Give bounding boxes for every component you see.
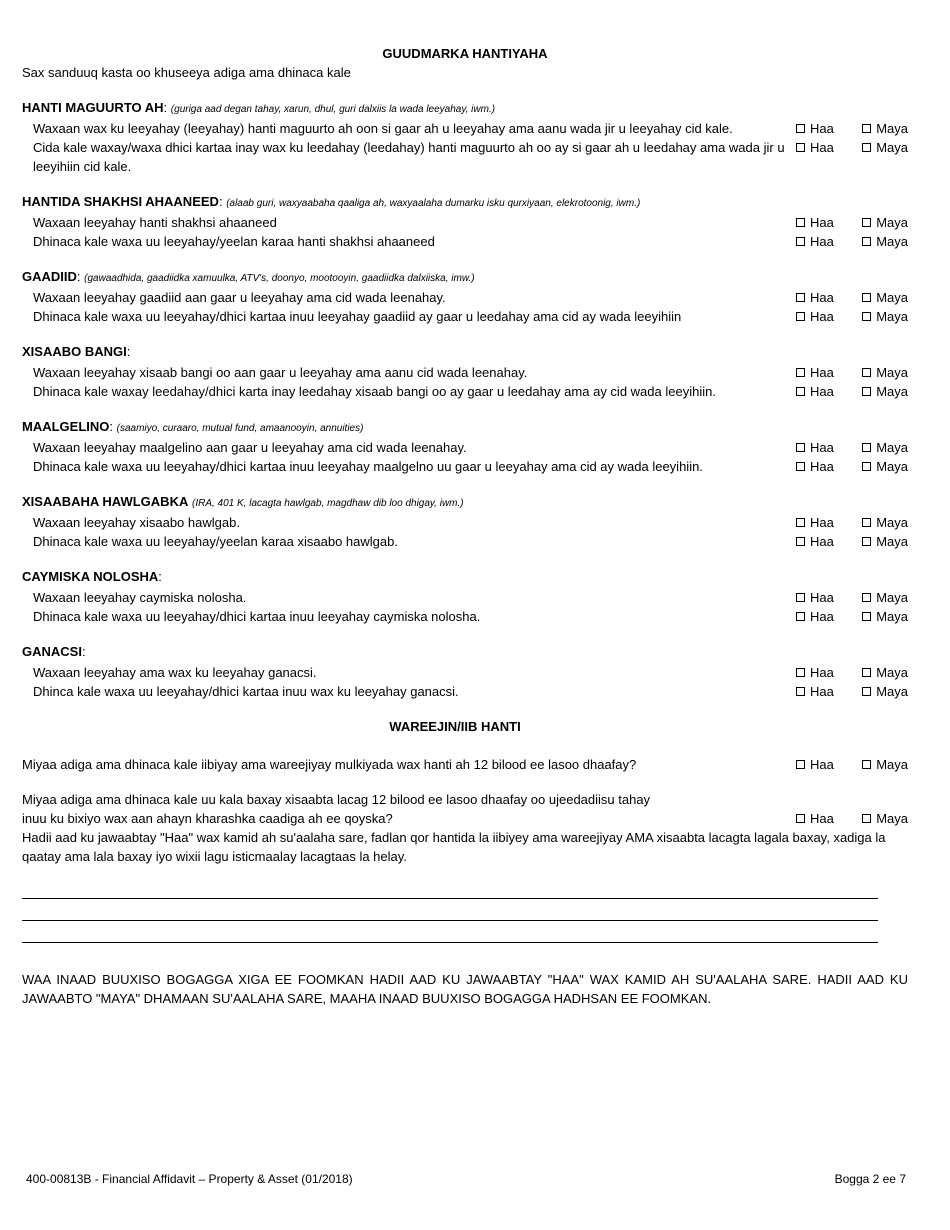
- section-heading-row: [22, 492, 908, 513]
- question-text: Waxaan leeyahay caymiska nolosha.: [33, 590, 247, 605]
- question-text: Waxaan leeyahay ama wax ku leeyahay ganacsi.: [33, 665, 317, 680]
- section-heading-colon: :: [218, 194, 223, 209]
- yes-label: Haa: [810, 665, 834, 680]
- checkbox-square-icon: [796, 518, 805, 527]
- question-text: Dhinaca kale waxa uu leeyahay/yeelan karaa hanti shakhsi ahaaneed: [33, 234, 435, 249]
- question-row: [22, 438, 908, 457]
- checkbox-square-icon: [862, 518, 871, 527]
- checkbox-square-icon: [862, 537, 871, 546]
- yes-label: Haa: [810, 811, 834, 826]
- checkbox-square-icon: [796, 387, 805, 396]
- yes-checkbox[interactable]: [796, 288, 834, 307]
- checkbox-square-icon: [796, 368, 805, 377]
- checkbox-square-icon: [862, 218, 871, 227]
- yes-label: Haa: [810, 440, 834, 455]
- no-label: Maya: [876, 440, 908, 455]
- no-checkbox[interactable]: [862, 307, 908, 326]
- instructions: Sax sanduuq kasta oo khuseeya adiga ama dhinaca kale: [22, 65, 351, 80]
- page-number: Bogga 2 ee 7: [834, 1172, 906, 1186]
- section-heading-row: [22, 642, 908, 663]
- question-text: Dhinaca kale waxay leedahay/dhici karta inay leedahay xisaab bangi oo ay gaar u leedahay ama ay cid wada leeyihiin.: [33, 384, 716, 399]
- yes-label: Haa: [810, 609, 834, 624]
- no-label: Maya: [876, 459, 908, 474]
- yes-no-options: [796, 588, 908, 607]
- section-heading: GAADIID: [22, 269, 77, 284]
- yes-checkbox[interactable]: [796, 232, 834, 251]
- transfer-question-2: Miyaa adiga ama dhinaca kale uu kala baxay xisaabta lacag 12 bilood ee lasoo dhaafay oo ujeedadiisu tahay inuu ku bixiyo wax aan ahayn kharashka caadiga ah ee qoyska?: [22, 792, 651, 826]
- yes-checkbox[interactable]: [796, 213, 834, 232]
- answer-lines: [22, 877, 878, 943]
- no-checkbox[interactable]: [862, 457, 908, 476]
- yes-label: Haa: [810, 121, 834, 136]
- section-note: (guriga aad degan tahay, xarun, dhul, guri dalxiis la wada leeyahay, iwm.): [170, 104, 496, 115]
- yes-no-options: [796, 288, 908, 307]
- no-checkbox[interactable]: [862, 682, 908, 701]
- question-row: [22, 288, 908, 307]
- answer-line-2[interactable]: [22, 899, 878, 921]
- question-row: [22, 588, 908, 607]
- yes-label: Haa: [810, 515, 834, 530]
- checkbox-square-icon: [862, 612, 871, 621]
- yes-no-options: [796, 809, 908, 828]
- yes-no-options: [796, 532, 908, 551]
- yes-no-options: [796, 213, 908, 232]
- no-checkbox[interactable]: [862, 663, 908, 682]
- no-checkbox[interactable]: [862, 755, 908, 774]
- checkbox-square-icon: [862, 687, 871, 696]
- checkbox-square-icon: [796, 218, 805, 227]
- question-text: Waxaan leeyahay gaadiid aan gaar u leeyahay ama cid wada leenahay.: [33, 290, 446, 305]
- checkbox-square-icon: [796, 814, 805, 823]
- no-label: Maya: [876, 515, 908, 530]
- yes-label: Haa: [810, 215, 834, 230]
- completion-notice: WAA INAAD BUUXISO BOGAGGA XIGA EE FOOMKAN HADII AAD KU JAWAABTAY "HAA" WAX KAMID AH SU'AALAHA SARE. HADII AAD KU JAWAABTO "MAYA" DHAMAAN SU'AALAHA SARE, MAAHA INAAD BUUXISO BOGAGGA HADHSAN EE FOOMKAN.: [22, 972, 908, 1006]
- yes-no-options: [796, 682, 908, 701]
- no-label: Maya: [876, 290, 908, 305]
- transfer-title: WAREEJIN/IIB HANTI: [389, 719, 521, 734]
- no-checkbox[interactable]: [862, 232, 908, 251]
- no-label: Maya: [876, 684, 908, 699]
- section-heading-row: [22, 417, 908, 438]
- yes-label: Haa: [810, 290, 834, 305]
- checkbox-square-icon: [796, 593, 805, 602]
- yes-no-options: [796, 755, 908, 774]
- yes-checkbox[interactable]: [796, 138, 834, 157]
- yes-label: Haa: [810, 309, 834, 324]
- section-note: (alaab guri, waxyaabaha qaaliga ah, waxyaalaha dumarku isku qurxiyaan, elekrotoonig, iwm.): [226, 198, 641, 209]
- question-row: [22, 213, 908, 232]
- yes-no-options: [796, 363, 908, 382]
- no-label: Maya: [876, 590, 908, 605]
- checkbox-square-icon: [862, 124, 871, 133]
- checkbox-square-icon: [862, 443, 871, 452]
- asset-section: [22, 267, 908, 326]
- yes-no-options: [796, 119, 908, 138]
- yes-checkbox[interactable]: [796, 382, 834, 401]
- no-label: Maya: [876, 757, 908, 772]
- yes-label: Haa: [810, 384, 834, 399]
- yes-no-options: [796, 513, 908, 532]
- yes-checkbox[interactable]: [796, 809, 834, 828]
- no-label: Maya: [876, 215, 908, 230]
- yes-checkbox[interactable]: [796, 682, 834, 701]
- no-label: Maya: [876, 811, 908, 826]
- section-heading-colon: :: [109, 419, 114, 434]
- checkbox-square-icon: [796, 312, 805, 321]
- yes-no-options: [796, 382, 908, 401]
- section-heading-colon: :: [158, 569, 162, 584]
- section-heading: XISAABAHA HAWLGABKA: [22, 494, 189, 509]
- section-heading: XISAABO BANGI: [22, 344, 127, 359]
- yes-label: Haa: [810, 365, 834, 380]
- question-text: Dhinaca kale waxa uu leeyahay/yeelan karaa xisaabo hawlgab.: [33, 534, 398, 549]
- answer-line-1[interactable]: [22, 877, 878, 899]
- checkbox-square-icon: [796, 124, 805, 133]
- section-note: (gawaadhida, gaadiidka xamuulka, ATV's, doonyo, mootooyin, gaadiidka dalxiiska, imw.): [84, 273, 475, 284]
- no-checkbox[interactable]: [862, 809, 908, 828]
- checkbox-square-icon: [796, 612, 805, 621]
- checkbox-square-icon: [796, 687, 805, 696]
- section-heading-row: [22, 192, 908, 213]
- no-label: Maya: [876, 121, 908, 136]
- section-heading-row: [22, 567, 908, 588]
- yes-no-options: [796, 232, 908, 251]
- checkbox-square-icon: [862, 368, 871, 377]
- no-label: Maya: [876, 609, 908, 624]
- checkbox-square-icon: [796, 537, 805, 546]
- question-text: Waxaan leeyahay maalgelino aan gaar u leeyahay ama cid wada leenahay.: [33, 440, 467, 455]
- checkbox-square-icon: [862, 312, 871, 321]
- no-label: Maya: [876, 140, 908, 155]
- section-heading: GANACSI: [22, 644, 82, 659]
- yes-no-options: [796, 438, 908, 457]
- asset-sections: [22, 98, 908, 701]
- transfer-question-1: Miyaa adiga ama dhinaca kale iibiyay ama wareejiyay mulkiyada wax hanti ah 12 bilood ee lasoo dhaafay?: [22, 757, 637, 772]
- section-heading-row: [22, 342, 908, 363]
- yes-label: Haa: [810, 234, 834, 249]
- asset-section: [22, 567, 908, 626]
- question-text: Waxaan leeyahay xisaab bangi oo aan gaar u leeyahay ama aanu cid wada leenahay.: [33, 365, 528, 380]
- question-text: Waxaan wax ku leeyahay (leeyahay) hanti maguurto ah oon si gaar ah u leeyahay ama aanu wada jir u leeyahay cid kale.: [33, 121, 733, 136]
- question-text: Dhinaca kale waxa uu leeyahay/dhici kartaa inuu leeyahay caymiska nolosha.: [33, 609, 481, 624]
- yes-label: Haa: [810, 590, 834, 605]
- yes-checkbox[interactable]: [796, 438, 834, 457]
- question-row: [22, 232, 908, 251]
- yes-checkbox[interactable]: [796, 307, 834, 326]
- no-checkbox[interactable]: [862, 382, 908, 401]
- question-text: Waxaan leeyahay xisaabo hawlgab.: [33, 515, 240, 530]
- yes-label: Haa: [810, 684, 834, 699]
- yes-no-options: [796, 138, 908, 157]
- question-text: Dhinaca kale waxa uu leeyahay/dhici kartaa inuu leeyahay maalgelno uu gaar u leeyahay ama cid ay wada leeyihiin.: [33, 459, 703, 474]
- yes-checkbox[interactable]: [796, 363, 834, 382]
- answer-line-3[interactable]: [22, 921, 878, 943]
- no-label: Maya: [876, 384, 908, 399]
- no-label: Maya: [876, 234, 908, 249]
- asset-section: [22, 642, 908, 701]
- checkbox-square-icon: [862, 462, 871, 471]
- yes-no-options: [796, 457, 908, 476]
- section-heading-colon: :: [163, 100, 168, 115]
- yes-checkbox[interactable]: [796, 607, 834, 626]
- yes-checkbox[interactable]: [796, 588, 834, 607]
- yes-checkbox[interactable]: [796, 457, 834, 476]
- question-text: Cida kale waxay/waxa dhici kartaa inay wax ku leedahay (leedahay) hanti maguurto ah oo ay si gaar ah u leedahay ama wada jir u leeyihiin cid kale.: [33, 140, 785, 174]
- checkbox-square-icon: [796, 293, 805, 302]
- no-checkbox[interactable]: [862, 119, 908, 138]
- question-row: [22, 307, 908, 326]
- yes-no-options: [796, 307, 908, 326]
- transfer-explain: Hadii aad ku jawaabtay "Haa" wax kamid ah su'aalaha sare, fadlan qor hantida la iibiyey ama wareejiyay AMA xisaabta lacagta lagala baxay, xadiga la qaatay ama lala baxay iyo wixii lagu isticmaalay lacagtaas la helay.: [22, 830, 886, 864]
- section-heading-row: [22, 267, 908, 288]
- asset-section: [22, 342, 908, 401]
- checkbox-square-icon: [796, 462, 805, 471]
- no-label: Maya: [876, 534, 908, 549]
- yes-no-options: [796, 663, 908, 682]
- yes-checkbox[interactable]: [796, 663, 834, 682]
- checkbox-square-icon: [796, 237, 805, 246]
- no-checkbox[interactable]: [862, 532, 908, 551]
- question-text: Dhinaca kale waxa uu leeyahay/dhici kartaa inuu leeyahay gaadiid ay gaar u leedahay ama cid ay wada leeyihiin: [33, 309, 682, 324]
- yes-label: Haa: [810, 459, 834, 474]
- section-heading: CAYMISKA NOLOSHA: [22, 569, 159, 584]
- question-row: [22, 532, 908, 551]
- page-title: GUUDMARKA HANTIYAHA: [382, 46, 548, 61]
- yes-no-options: [796, 607, 908, 626]
- no-checkbox[interactable]: [862, 438, 908, 457]
- checkbox-square-icon: [796, 760, 805, 769]
- question-text: Waxaan leeyahay hanti shakhsi ahaaneed: [33, 215, 277, 230]
- question-row: [22, 682, 908, 701]
- checkbox-square-icon: [796, 668, 805, 677]
- no-label: Maya: [876, 665, 908, 680]
- checkbox-square-icon: [796, 443, 805, 452]
- question-row: [22, 663, 908, 682]
- section-heading-row: [22, 98, 908, 119]
- no-checkbox[interactable]: [862, 213, 908, 232]
- yes-label: Haa: [810, 534, 834, 549]
- yes-checkbox[interactable]: [796, 532, 834, 551]
- form-page: [22, 44, 908, 1008]
- question-row: [22, 457, 908, 476]
- question-row: [22, 382, 908, 401]
- question-text: Dhinca kale waxa uu leeyahay/dhici kartaa inuu wax ku leeyahay ganacsi.: [33, 684, 459, 699]
- question-row: [22, 513, 908, 532]
- asset-section: [22, 417, 908, 476]
- checkbox-square-icon: [862, 293, 871, 302]
- checkbox-square-icon: [862, 237, 871, 246]
- checkbox-square-icon: [862, 387, 871, 396]
- no-checkbox[interactable]: [862, 138, 908, 157]
- checkbox-square-icon: [862, 814, 871, 823]
- checkbox-square-icon: [796, 143, 805, 152]
- yes-checkbox[interactable]: [796, 513, 834, 532]
- no-checkbox[interactable]: [862, 288, 908, 307]
- yes-label: Haa: [810, 140, 834, 155]
- yes-checkbox[interactable]: [796, 119, 834, 138]
- no-label: Maya: [876, 309, 908, 324]
- no-checkbox[interactable]: [862, 607, 908, 626]
- section-note: (IRA, 401 K, lacagta hawlgab, magdhaw dib loo dhigay, iwm.): [191, 498, 464, 509]
- question-row: [22, 607, 908, 626]
- transfer-question-row-2: [22, 790, 908, 828]
- section-heading-colon: :: [81, 644, 86, 659]
- form-id: 400-00813B - Financial Affidavit – Property & Asset (01/2018): [26, 1172, 353, 1186]
- section-heading: MAALGELINO: [22, 419, 110, 434]
- yes-label: Haa: [810, 757, 834, 772]
- asset-section: [22, 98, 908, 176]
- checkbox-square-icon: [862, 143, 871, 152]
- section-heading-colon: :: [76, 269, 81, 284]
- no-checkbox[interactable]: [862, 363, 908, 382]
- section-heading: HANTIDA SHAKHSI AHAANEED: [22, 194, 219, 209]
- transfer-question-row-1: [22, 755, 908, 774]
- section-note: (saamiyo, curaaro, mutual fund, amaanooyin, annuities): [116, 423, 364, 434]
- no-checkbox[interactable]: [862, 588, 908, 607]
- yes-checkbox[interactable]: [796, 755, 834, 774]
- question-row: [22, 363, 908, 382]
- checkbox-square-icon: [862, 593, 871, 602]
- asset-section: [22, 192, 908, 251]
- asset-section: [22, 492, 908, 551]
- no-label: Maya: [876, 365, 908, 380]
- question-row: [22, 119, 908, 138]
- checkbox-square-icon: [862, 668, 871, 677]
- checkbox-square-icon: [862, 760, 871, 769]
- section-heading: HANTI MAGUURTO AH: [22, 100, 164, 115]
- question-row: [22, 138, 908, 176]
- no-checkbox[interactable]: [862, 513, 908, 532]
- section-heading-colon: :: [126, 344, 131, 359]
